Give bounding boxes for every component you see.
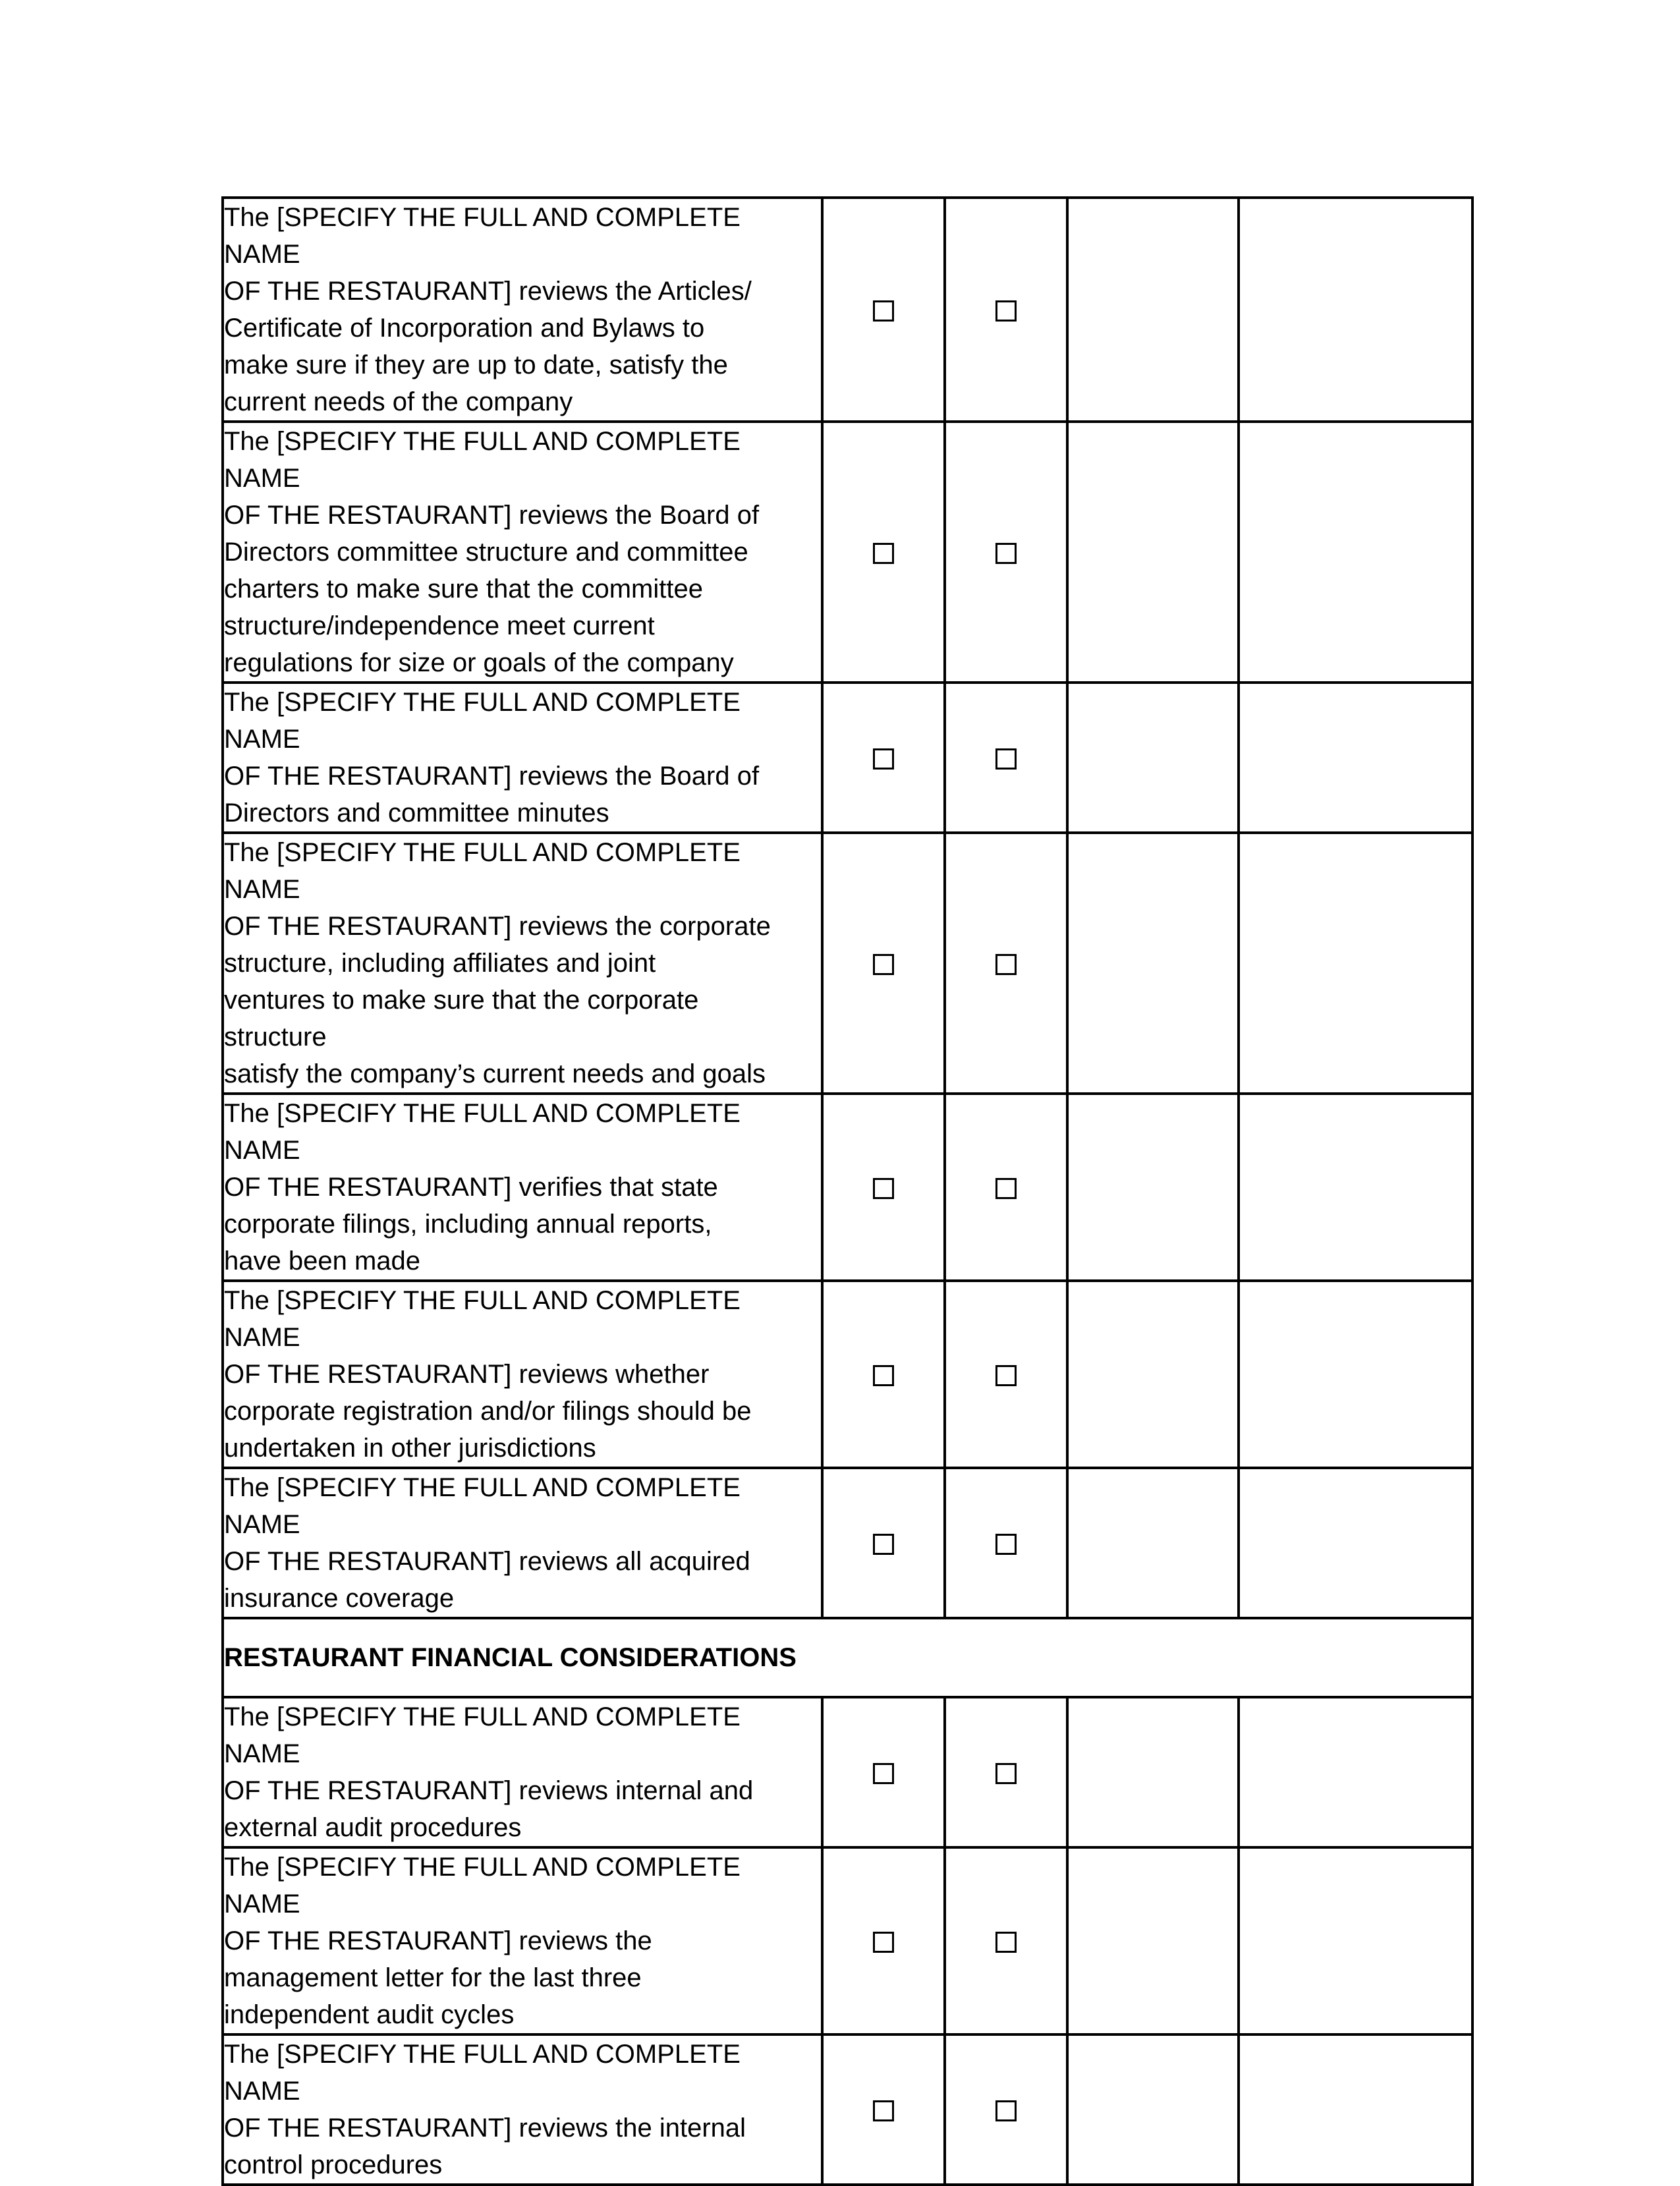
checkbox-no[interactable] [995,1178,1017,1199]
checkbox-cell-no [945,683,1067,833]
blank-cell-comments[interactable] [1239,1281,1472,1468]
blank-cell-notes[interactable] [1067,1094,1239,1281]
checkbox-no[interactable] [995,300,1017,322]
checkbox-cell-yes [822,1094,945,1281]
checkbox-cell-yes [822,198,945,422]
checkbox-no[interactable] [995,2100,1017,2121]
checkbox-no[interactable] [995,1932,1017,1953]
checkbox-yes[interactable] [873,1534,894,1555]
checkbox-yes[interactable] [873,1178,894,1199]
checklist-item-text: The [SPECIFY THE FULL AND COMPLETE NAME OF THE RESTAURANT] reviews all acquired insurance coverage [223,1468,822,1618]
blank-cell-comments[interactable] [1239,422,1472,683]
checklist-body [223,198,1472,2185]
checkbox-cell-no [945,198,1067,422]
checkbox-cell-no [945,833,1067,1094]
checklist-item-text: The [SPECIFY THE FULL AND COMPLETE NAME OF THE RESTAURANT] reviews the corporate structure, including affiliates and joint ventures to make sure that the corporate structure satisfy the company’s current needs and goals [223,833,822,1094]
blank-cell-comments[interactable] [1239,1094,1472,1281]
checkbox-cell-yes [822,1847,945,2034]
checklist-table [221,196,1474,2186]
checklist-row [223,2034,1472,2185]
checkbox-cell-yes [822,1281,945,1468]
checklist-item-text: The [SPECIFY THE FULL AND COMPLETE NAME OF THE RESTAURANT] verifies that state corporate filings, including annual reports, have been made [223,1094,822,1281]
checkbox-cell-yes [822,422,945,683]
checkbox-cell-yes [822,1468,945,1618]
checklist-item-text: The [SPECIFY THE FULL AND COMPLETE NAME OF THE RESTAURANT] reviews the management letter for the last three independent audit cycles [223,1847,822,2034]
section-header-row [223,1618,1472,1697]
checklist-row [223,1281,1472,1468]
blank-cell-notes[interactable] [1067,1697,1239,1847]
checkbox-cell-no [945,422,1067,683]
checkbox-cell-yes [822,833,945,1094]
blank-cell-comments[interactable] [1239,2034,1472,2185]
checkbox-cell-yes [822,1697,945,1847]
checkbox-cell-yes [822,683,945,833]
blank-cell-comments[interactable] [1239,198,1472,422]
blank-cell-comments[interactable] [1239,1847,1472,2034]
checkbox-yes[interactable] [873,543,894,564]
checklist-item-text: The [SPECIFY THE FULL AND COMPLETE NAME OF THE RESTAURANT] reviews internal and external audit procedures [223,1697,822,1847]
checklist-page [221,196,1471,2186]
blank-cell-comments[interactable] [1239,1468,1472,1618]
blank-cell-notes[interactable] [1067,1847,1239,2034]
checkbox-cell-no [945,1697,1067,1847]
blank-cell-notes[interactable] [1067,1468,1239,1618]
checkbox-cell-no [945,1468,1067,1618]
checklist-row [223,1468,1472,1618]
checkbox-no[interactable] [995,1534,1017,1555]
checkbox-no[interactable] [995,748,1017,770]
checklist-row [223,833,1472,1094]
checklist-row [223,198,1472,422]
checkbox-yes[interactable] [873,2100,894,2121]
checkbox-no[interactable] [995,543,1017,564]
checkbox-cell-no [945,1847,1067,2034]
checkbox-yes[interactable] [873,1763,894,1784]
blank-cell-notes[interactable] [1067,2034,1239,2185]
blank-cell-notes[interactable] [1067,422,1239,683]
blank-cell-comments[interactable] [1239,1697,1472,1847]
blank-cell-notes[interactable] [1067,198,1239,422]
checklist-row [223,1847,1472,2034]
checkbox-no[interactable] [995,1365,1017,1386]
checklist-item-text: The [SPECIFY THE FULL AND COMPLETE NAME OF THE RESTAURANT] reviews the internal control procedures [223,2034,822,2185]
checkbox-yes[interactable] [873,1932,894,1953]
checkbox-yes[interactable] [873,748,894,770]
blank-cell-comments[interactable] [1239,833,1472,1094]
checklist-item-text: The [SPECIFY THE FULL AND COMPLETE NAME OF THE RESTAURANT] reviews the Articles/ Certificate of Incorporation and Bylaws to make sure if they are up to date, satisfy the current needs of the company [223,198,822,422]
checklist-item-text: The [SPECIFY THE FULL AND COMPLETE NAME OF THE RESTAURANT] reviews whether corporate registration and/or filings should be undertaken in other jurisdictions [223,1281,822,1468]
blank-cell-comments[interactable] [1239,683,1472,833]
checklist-row [223,1094,1472,1281]
checkbox-cell-no [945,1094,1067,1281]
checklist-row [223,683,1472,833]
checkbox-no[interactable] [995,1763,1017,1784]
checklist-row [223,1697,1472,1847]
checkbox-cell-no [945,1281,1067,1468]
checklist-row [223,422,1472,683]
section-title: RESTAURANT FINANCIAL CONSIDERATIONS [223,1618,1472,1697]
checklist-item-text: The [SPECIFY THE FULL AND COMPLETE NAME OF THE RESTAURANT] reviews the Board of Directors committee structure and committee charters to make sure that the committee structure/independence meet current regulations for size or goals of the company [223,422,822,683]
checklist-item-text: The [SPECIFY THE FULL AND COMPLETE NAME OF THE RESTAURANT] reviews the Board of Directors and committee minutes [223,683,822,833]
checkbox-yes[interactable] [873,300,894,322]
checkbox-yes[interactable] [873,954,894,975]
checkbox-cell-yes [822,2034,945,2185]
checkbox-yes[interactable] [873,1365,894,1386]
blank-cell-notes[interactable] [1067,833,1239,1094]
blank-cell-notes[interactable] [1067,683,1239,833]
checkbox-no[interactable] [995,954,1017,975]
checkbox-cell-no [945,2034,1067,2185]
blank-cell-notes[interactable] [1067,1281,1239,1468]
